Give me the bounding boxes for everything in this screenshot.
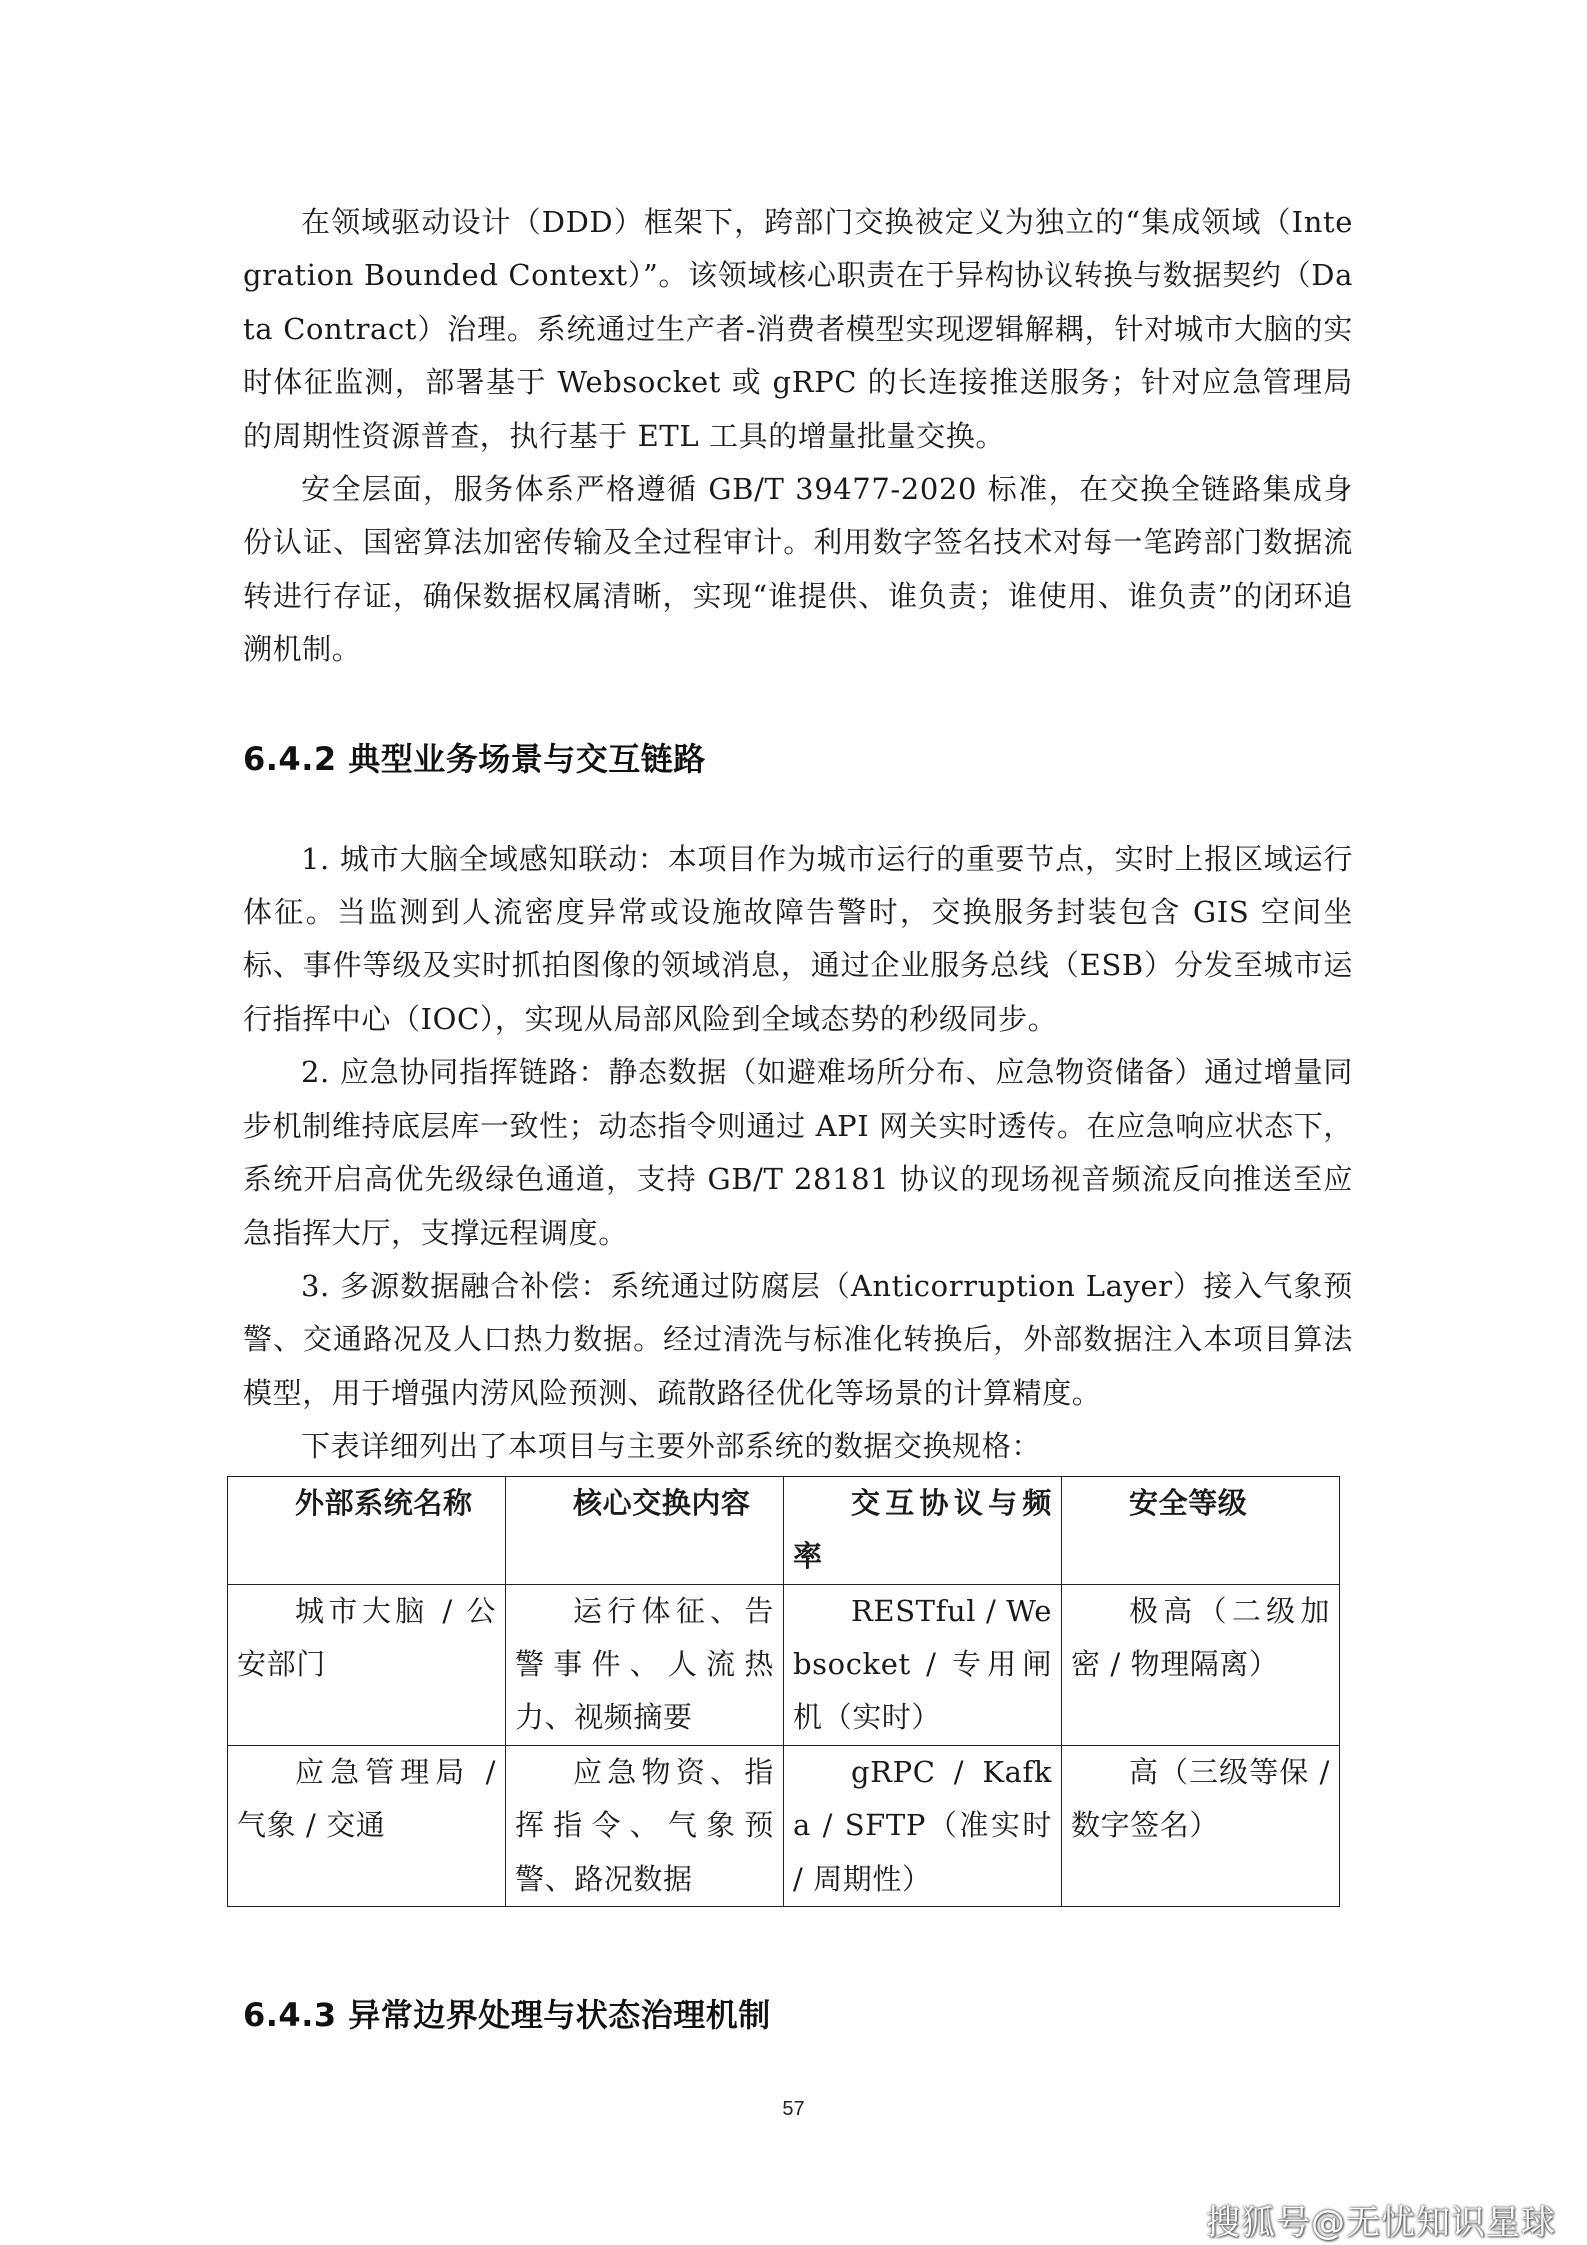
table-header-cell: 核心交换内容: [506, 1476, 784, 1584]
table-header-cell: 交互协议与频率: [784, 1476, 1062, 1584]
table-header-row: [228, 1476, 1340, 1584]
page-number: 57: [782, 2098, 805, 2120]
table-header-cell: 外部系统名称: [228, 1476, 506, 1584]
section-heading-643: 6.4.3 异常边界处理与状态治理机制: [243, 1996, 771, 2034]
page-content: [237, 196, 1353, 1907]
section-heading-642: 6.4.2 典型业务场景与交互链路: [243, 739, 706, 778]
table-row: [228, 1745, 1340, 1906]
paragraph-security: 安全层面，服务体系严格遵循 GB/T 39477-2020 标准，在交换全链路集成身份认证、国密算法加密传输及全过程审计。利用数字签名技术对每一笔跨部门数据流转进行存证，确保数据权属清晰，实现“谁提供、谁负责；谁使用、谁负责”的闭环追溯机制。: [243, 472, 1353, 667]
paragraph-table-intro: 下表详细列出了本项目与主要外部系统的数据交换规格：: [301, 1429, 1042, 1464]
table-cell: 极高（二级加密 / 物理隔离）: [1062, 1584, 1340, 1745]
table-cell: 运行体征、告警事件、人流热力、视频摘要: [506, 1584, 784, 1745]
table-header-cell: 安全等级: [1062, 1476, 1340, 1584]
table-cell: 城市大脑 / 公安部门: [228, 1584, 506, 1745]
table-cell: RESTful / Websocket / 专用闸机（实时）: [784, 1584, 1062, 1745]
table-cell: 应急物资、指挥指令、气象预警、路况数据: [506, 1745, 784, 1906]
paragraph-integration-context: 在领域驱动设计（DDD）框架下，跨部门交换被定义为独立的“集成领域（Integration Bounded Context）”。该领域核心职责在于异构协议转换与数据契约（Data Contract）治理。系统通过生产者-消费者模型实现逻辑解耦，针对城市大脑的实时体征监测，部署基于 Websocket 或 gRPC 的长连接推送服务；针对应急管理局的周期性资源普查，执行基于 ETL 工具的增量批量交换。: [243, 205, 1353, 453]
watermark: 搜狐号@无忧知识星球: [1206, 2203, 1556, 2243]
paragraph-scenario-2: 2. 应急协同指挥链路：静态数据（如避难场所分布、应急物资储备）通过增量同步机制维持底层库一致性；动态指令则通过 API 网关实时透传。在应急响应状态下，系统开启高优先级绿色通道，支持 GB/T 28181 协议的现场视音频流反向推送至应急指挥大厅，支撑远程调度。: [243, 1055, 1353, 1250]
paragraph-scenario-1: 1. 城市大脑全域感知联动：本项目作为城市运行的重要节点，实时上报区域运行体征。当监测到人流密度异常或设施故障告警时，交换服务封装包含 GIS 空间坐标、事件等级及实时抓拍图像的领域消息，通过企业服务总线（ESB）分发至城市运行指挥中心（IOC），实现从局部风险到全域态势的秒级同步。: [243, 841, 1353, 1036]
table-cell: 应急管理局 / 气象 / 交通: [228, 1745, 506, 1906]
table-cell: gRPC / Kafka / SFTP（准实时 / 周期性）: [784, 1745, 1062, 1906]
exchange-spec-table: [227, 1476, 1340, 1907]
table-row: [228, 1584, 1340, 1745]
paragraph-scenario-3: 3. 多源数据融合补偿：系统通过防腐层（Anticorruption Layer）接入气象预警、交通路况及人口热力数据。经过清洗与标准化转换后，外部数据注入本项目算法模型，用于增强内涝风险预测、疏散路径优化等场景的计算精度。: [243, 1268, 1353, 1410]
table-cell: 高（三级等保 / 数字签名）: [1062, 1745, 1340, 1906]
